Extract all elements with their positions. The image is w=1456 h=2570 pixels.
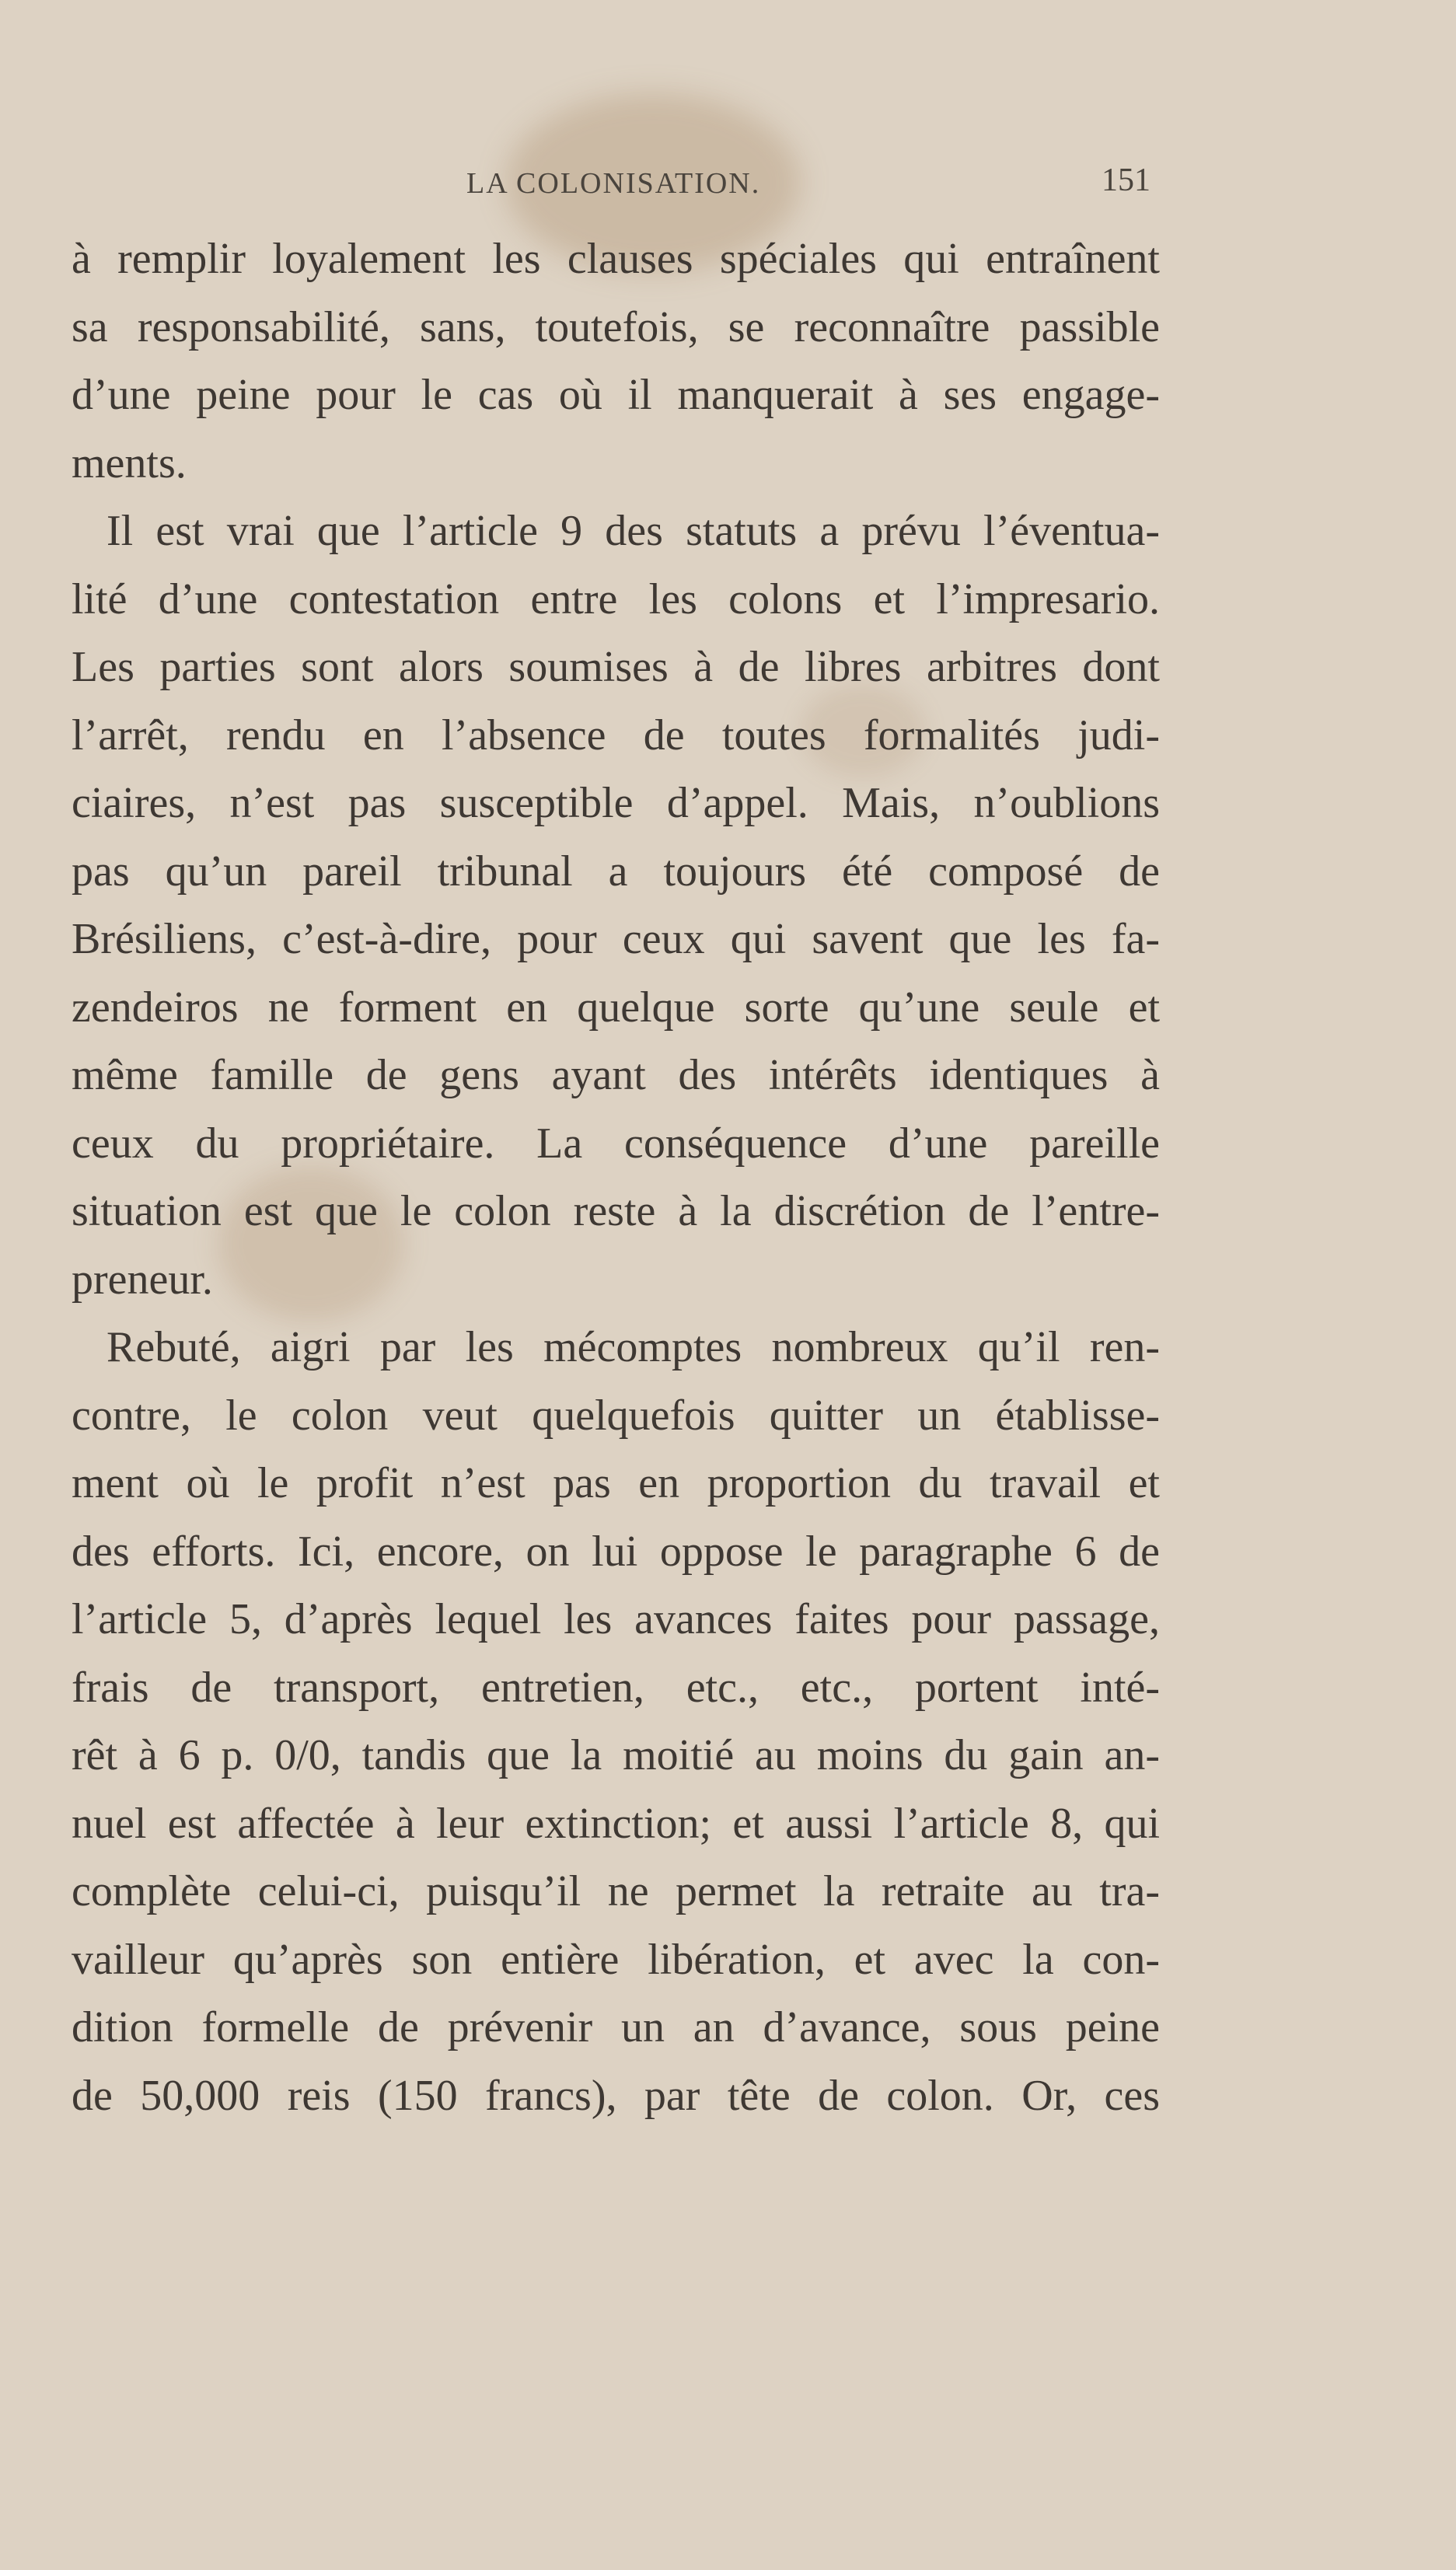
text-line: rêt à 6 p. 0/0, tandis que la moitié au moins du gain an- <box>72 1731 1160 1779</box>
text-line: des efforts. Ici, encore, on lui oppose le paragraphe 6 de <box>72 1527 1160 1576</box>
text-line: preneur. <box>72 1255 213 1304</box>
body-text <box>72 225 1160 2130</box>
text-line: ments. <box>72 438 187 487</box>
text-line: Il est vrai que l’article 9 des statuts a prévu l’éventua- <box>106 507 1160 555</box>
text-line: d’une peine pour le cas où il manquerait à ses engage- <box>72 371 1160 419</box>
text-line: nuel est affectée à leur extinction; et aussi l’article 8, qui <box>72 1799 1160 1848</box>
text-line: sa responsabilité, sans, toutefois, se reconnaître passible <box>72 302 1160 351</box>
page-header <box>70 155 1150 210</box>
text-line: situation est que le colon reste à la discrétion de l’entre- <box>72 1187 1160 1235</box>
text-line: Brésiliens, c’est-à-dire, pour ceux qui savent que les fa- <box>72 915 1160 963</box>
text-line: ceux du propriétaire. La conséquence d’une pareille <box>72 1119 1160 1168</box>
text-line: Rebuté, aigri par les mécomptes nombreux qu’il ren- <box>106 1323 1160 1371</box>
text-line: pas qu’un pareil tribunal a toujours été composé de <box>72 847 1160 896</box>
text-line: frais de transport, entretien, etc., etc., portent inté- <box>72 1663 1160 1712</box>
text-line: Les parties sont alors soumises à de libres arbitres dont <box>72 643 1160 691</box>
text-line: complète celui-ci, puisqu’il ne permet la retraite au tra- <box>72 1867 1160 1915</box>
text-line: ment où le profit n’est pas en proportion du travail et <box>72 1459 1160 1507</box>
text-line: contre, le colon veut quelquefois quitter un établisse- <box>72 1391 1160 1440</box>
text-line: même famille de gens ayant des intérêts identiques à <box>72 1051 1160 1099</box>
text-line: zendeiros ne forment en quelque sorte qu’une seule et <box>72 983 1160 1032</box>
running-title: LA COLONISATION. <box>466 167 761 200</box>
text-line: vailleur qu’après son entière libération, et avec la con- <box>72 1935 1160 1984</box>
page-number: 151 <box>1102 162 1150 198</box>
text-line: l’article 5, d’après lequel les avances faites pour passage, <box>72 1595 1160 1643</box>
text-line: de 50,000 reis (150 francs), par tête de colon. Or, ces <box>72 2071 1160 2120</box>
text-line: l’arrêt, rendu en l’absence de toutes formalités judi- <box>72 711 1160 759</box>
text-line: lité d’une contestation entre les colons et l’impresario. <box>72 574 1160 623</box>
text-line: ciaires, n’est pas susceptible d’appel. Mais, n’oublions <box>72 779 1160 827</box>
text-line: à remplir loyalement les clauses spéciales qui entraînent <box>72 235 1160 283</box>
text-line: dition formelle de prévenir un an d’avance, sous peine <box>72 2003 1160 2051</box>
